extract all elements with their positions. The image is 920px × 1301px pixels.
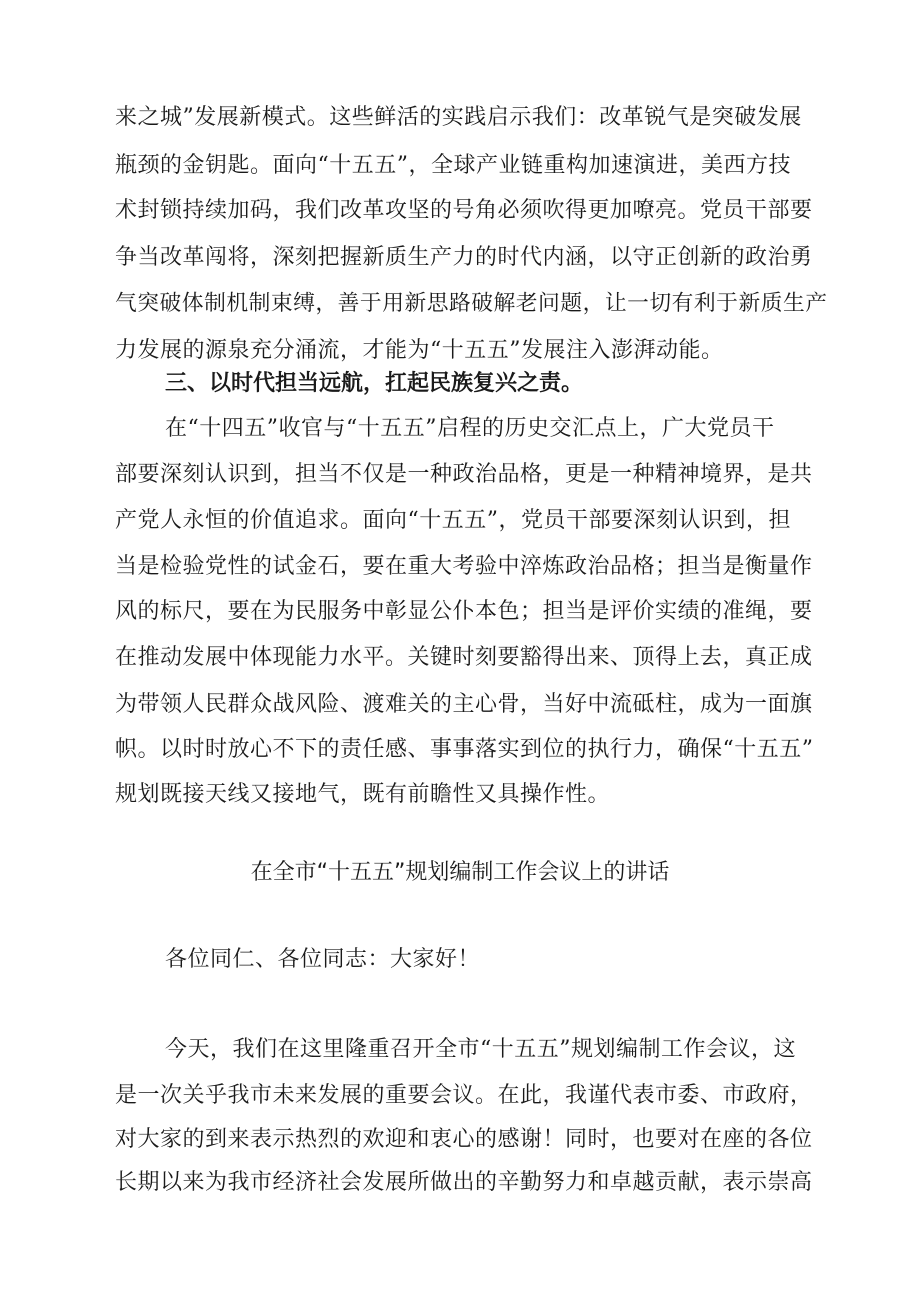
paragraph-line: 对大家的到来表示热烈的欢迎和衷心的感谢！同时，也要对在座的各位 <box>115 1127 813 1152</box>
paragraph-line: 术封锁持续加码，我们改革攻坚的号角必须吹得更加嘹亮。党员干部要 <box>115 198 813 223</box>
paragraph-line: 来之城”发展新模式。这些鲜活的实践启示我们：改革锐气是突破发展 <box>115 105 802 130</box>
greeting: 各位同仁、各位同志：大家好！ <box>165 947 481 972</box>
paragraph-line: 帜。以时时放心不下的责任感、事事落实到位的执行力，确保“十五五” <box>115 737 814 762</box>
paragraph-line: 今天，我们在这里隆重召开全市“十五五”规划编制工作会议，这 <box>165 1037 796 1062</box>
paragraph-line: 产党人永恒的价值追求。面向“十五五”，党员干部要深刻认识到，担 <box>115 508 791 533</box>
paragraph-line: 在“十四五”收官与“十五五”启程的历史交汇点上，广大党员干 <box>165 416 775 441</box>
paragraph-line: 风的标尺，要在为民服务中彰显公仆本色；担当是评价实绩的准绳，要 <box>115 599 813 624</box>
paragraph-line: 长期以来为我市经济社会发展所做出的辛勤努力和卓越贡献，表示崇高 <box>115 1170 813 1195</box>
paragraph-line: 为带领人民群众战风险、渡难关的主心骨，当好中流砥柱，成为一面旗 <box>115 692 813 717</box>
paragraph-line: 争当改革闯将，深刻把握新质生产力的时代内涵，以守正创新的政治勇 <box>115 245 813 270</box>
speech-title: 在全市“十五五”规划编制工作会议上的讲话 <box>250 860 670 885</box>
paragraph-line: 当是检验党性的试金石，要在重大考验中淬炼政治品格；担当是衡量作 <box>115 554 813 579</box>
paragraph-line: 在推动发展中体现能力水平。关键时刻要豁得出来、顶得上去，真正成 <box>115 645 813 670</box>
paragraph-line: 部要深刻认识到，担当不仅是一种政治品格，更是一种精神境界，是共 <box>115 462 813 487</box>
paragraph-line: 规划既接天线又接地气，既有前瞻性又具操作性。 <box>115 782 611 807</box>
paragraph-line: 气突破体制机制束缚，善于用新思路破解老问题，让一切有利于新质生产 <box>115 291 828 316</box>
paragraph-line: 是一次关乎我市未来发展的重要会议。在此，我谨代表市委、市政府， <box>115 1083 813 1108</box>
paragraph-line: 瓶颈的金钥匙。面向“十五五”，全球产业链重构加速演进，美西方技 <box>115 153 791 178</box>
paragraph-line: 力发展的源泉充分涌流，才能为“十五五”发展注入澎湃动能。 <box>115 338 724 363</box>
section-heading: 三、以时代担当远航，扛起民族复兴之责。 <box>165 371 584 396</box>
